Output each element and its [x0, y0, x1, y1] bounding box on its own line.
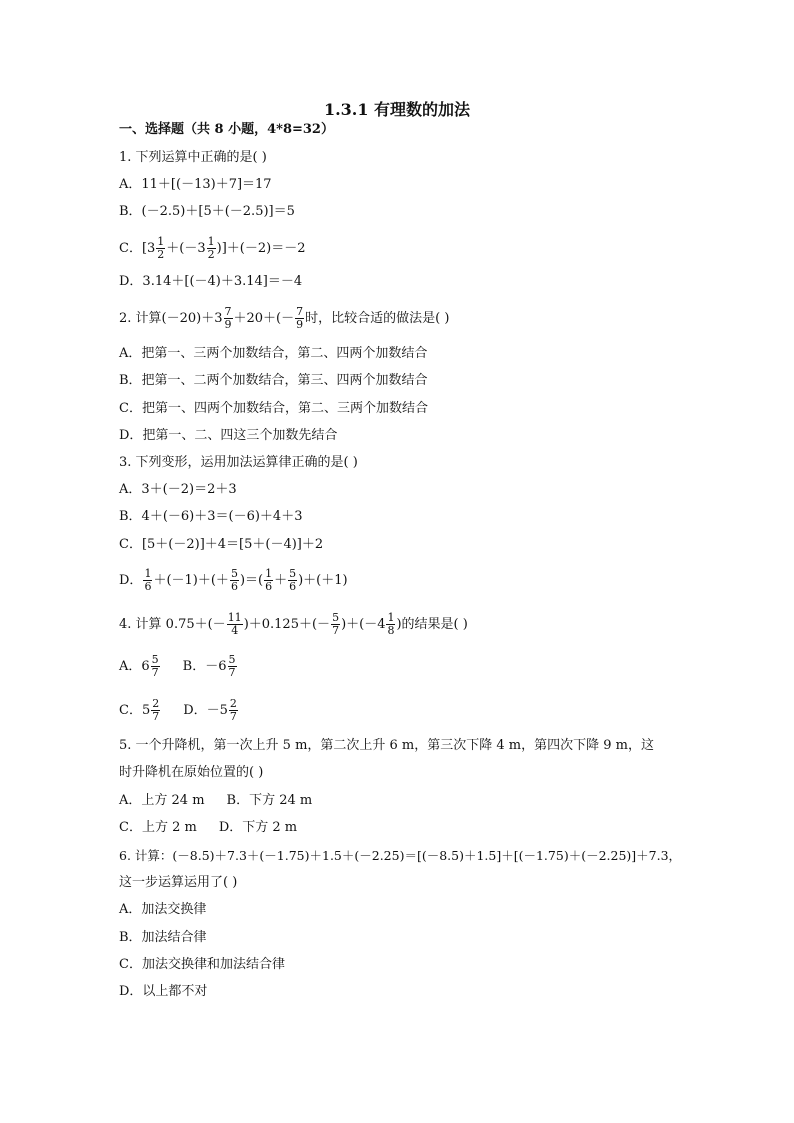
- q6-stem-line2: 这一步运算运用了( ): [119, 875, 238, 890]
- text: )的结果是( ): [396, 617, 468, 632]
- text: D．－5: [183, 703, 228, 718]
- q1-option-c: [119, 236, 694, 261]
- q2-option-b: B．把第一、二两个加数结合，第三、四两个加数结合: [119, 373, 428, 388]
- text: ＋: [274, 573, 288, 588]
- denominator: 2: [207, 248, 215, 261]
- numerator: 5: [230, 567, 238, 580]
- q2-option-a: A．把第一、三两个加数结合，第二、四两个加数结合: [119, 346, 428, 361]
- numerator: 5: [228, 653, 236, 666]
- numerator: 5: [289, 567, 297, 580]
- text: 4. 计算 0.75＋(－: [119, 617, 226, 632]
- denominator: 7: [332, 624, 340, 637]
- q4-options-cd: [119, 698, 694, 723]
- text: ＋(－1)＋(＋: [153, 573, 229, 588]
- q4-stem: [119, 612, 694, 637]
- denominator: 8: [387, 624, 395, 637]
- numerator: 2: [229, 697, 237, 710]
- q2-option-d: D．把第一、二、四这三个加数先结合: [119, 428, 338, 443]
- text: )＋0.125＋(－: [243, 617, 331, 632]
- text: ＋20＋(－: [233, 311, 295, 326]
- text: 2. 计算(－20)＋3: [119, 311, 223, 326]
- fraction: [228, 654, 237, 679]
- numerator: 1: [157, 235, 165, 248]
- denominator: 7: [228, 666, 236, 679]
- numerator: 7: [224, 305, 232, 318]
- numerator: 5: [151, 653, 159, 666]
- fraction: [295, 306, 304, 331]
- denominator: 7: [229, 710, 237, 723]
- denominator: 4: [231, 624, 239, 637]
- numerator: 1: [387, 611, 395, 624]
- numerator: 1: [144, 567, 152, 580]
- q5-options-ab: [119, 792, 694, 810]
- q5-option-d: D．下方 2 m: [218, 820, 298, 835]
- text: 时，比较合适的做法是( ): [305, 311, 450, 326]
- q4-option-c: [119, 697, 161, 723]
- q1-option-a: A．11＋[(－13)＋7]＝17: [119, 177, 272, 192]
- denominator: 9: [296, 318, 304, 331]
- numerator: 1: [265, 567, 273, 580]
- denominator: 6: [230, 580, 238, 593]
- fraction: [143, 568, 152, 593]
- q3-option-b: B．4＋(－6)＋3＝(－6)＋4＋3: [119, 509, 303, 524]
- q5-options-cd: [119, 819, 694, 837]
- numerator: 11: [227, 611, 242, 624]
- numerator: 5: [332, 611, 340, 624]
- fraction: [288, 568, 297, 593]
- q2-stem: [119, 306, 694, 331]
- denominator: 7: [151, 666, 159, 679]
- section-heading: 一、选择题（共 8 小题，4*8=32）: [119, 122, 334, 137]
- q6-option-d: D．以上都不对: [119, 984, 208, 999]
- q5-stem-line2: 时升降机在原始位置的( ): [119, 765, 264, 780]
- fraction: [229, 698, 238, 723]
- q3-stem: 3. 下列变形，运用加法运算律正确的是( ): [119, 455, 358, 470]
- q4-options-ab: [119, 654, 694, 679]
- page-title: 1.3.1 有理数的加法: [323, 100, 471, 119]
- denominator: 7: [152, 710, 160, 723]
- numerator: 7: [296, 305, 304, 318]
- text: )＋(＋1): [298, 573, 348, 588]
- fraction: [264, 568, 273, 593]
- q6-stem-line1: 6. 计算：(－8.5)＋7.3＋(－1.75)＋1.5＋(－2.25)＝[(－8.5)＋1.5]＋[(－1.75)＋(－2.25)]＋7.3，: [119, 848, 682, 863]
- fraction: [227, 612, 243, 637]
- text: )＝(: [239, 573, 264, 588]
- fraction: [224, 306, 233, 331]
- denominator: 9: [224, 318, 232, 331]
- q2-option-c: C．把第一、四两个加数结合，第二、三两个加数结合: [119, 401, 428, 416]
- fraction: [151, 654, 160, 679]
- text: B．－6: [182, 659, 227, 674]
- q5-option-a: A．上方 24 m: [119, 793, 205, 808]
- text: ＋(－3: [166, 241, 206, 256]
- q4-option-a: [119, 653, 161, 679]
- denominator: 2: [157, 248, 165, 261]
- denominator: 6: [265, 580, 273, 593]
- fraction: [386, 612, 395, 637]
- numerator: 1: [207, 235, 215, 248]
- fraction: [207, 236, 216, 261]
- q1-option-b: B．(－2.5)＋[5＋(－2.5)]＝5: [119, 204, 295, 219]
- q1-option-d: D．3.14＋[(－4)＋3.14]＝－4: [119, 274, 303, 289]
- q3-option-a: A．3＋(－2)＝2＋3: [119, 482, 237, 497]
- q5-stem-line1: 5. 一个升降机，第一次上升 5 m，第二次上升 6 m，第三次下降 4 m，第四次下降 9 m，这: [119, 738, 654, 753]
- fraction: [230, 568, 239, 593]
- q1-stem: 1. 下列运算中正确的是( ): [119, 150, 267, 165]
- denominator: 6: [289, 580, 297, 593]
- denominator: 6: [144, 580, 152, 593]
- text: )＋(－4: [341, 617, 386, 632]
- fraction: [331, 612, 340, 637]
- q3-option-c: C．[5＋(－2)]＋4＝[5＋(－4)]＋2: [119, 537, 324, 552]
- q5-option-c: C．上方 2 m: [119, 820, 197, 835]
- q5-option-b: B．下方 24 m: [226, 793, 313, 808]
- q3-option-d: [119, 568, 694, 593]
- q6-option-a: A．加法交换律: [119, 902, 207, 917]
- fraction: [156, 236, 165, 261]
- text: C．[3: [119, 241, 156, 256]
- text: D．: [119, 573, 143, 588]
- fraction: [151, 698, 160, 723]
- text: )]＋(－2)＝－2: [216, 241, 306, 256]
- q4-option-d: [183, 697, 239, 723]
- q6-option-c: C．加法交换律和加法结合律: [119, 957, 285, 972]
- numerator: 2: [152, 697, 160, 710]
- text: A．6: [119, 659, 150, 674]
- q4-option-b: [182, 653, 238, 679]
- q6-option-b: B．加法结合律: [119, 930, 207, 945]
- text: C．5: [119, 703, 151, 718]
